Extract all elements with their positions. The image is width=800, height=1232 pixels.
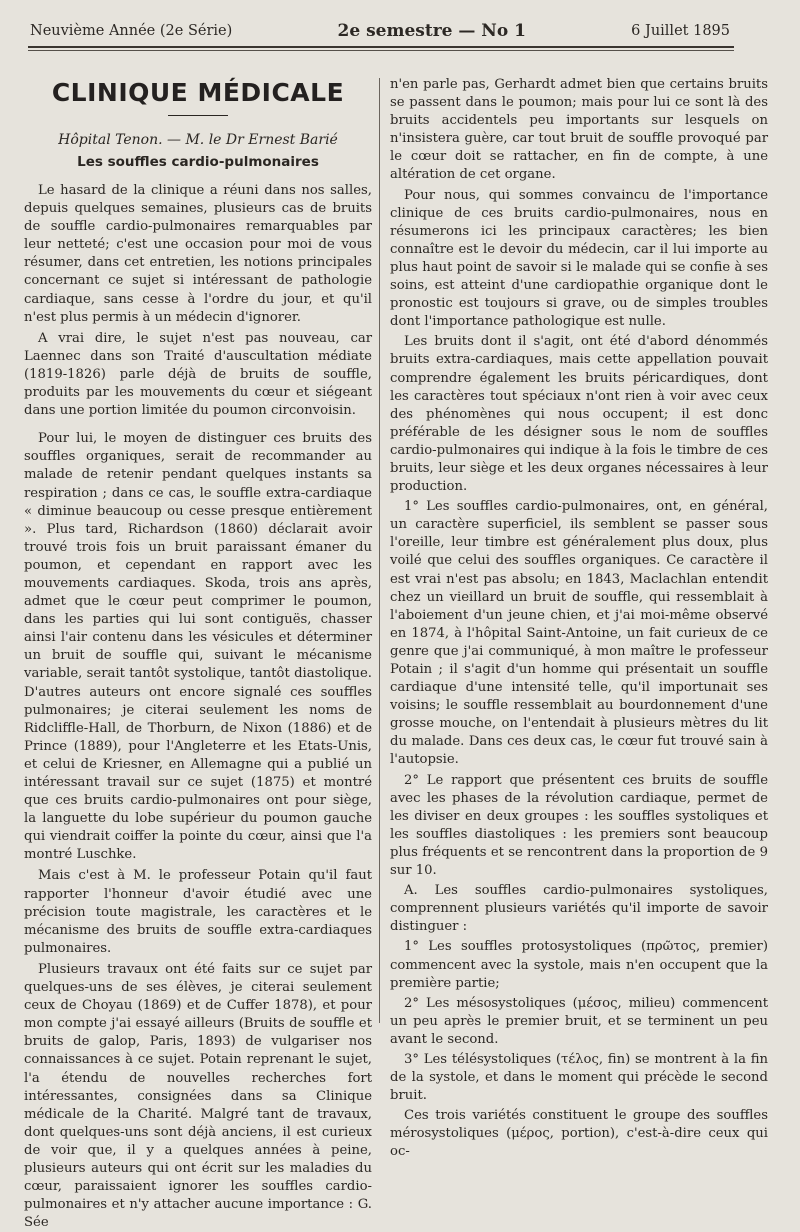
right-column: [390, 76, 768, 1162]
title-underline: [168, 115, 228, 116]
paragraph: Plusieurs travaux ont été faits sur ce sujet par quelques-uns de ses élèves, je citerai seulement ceux de Choyau (1869) et de Cuffer 1878), et pour mon compte j'ai essayé ailleurs (Bruits de souffle et bruits de galop, Paris, 1893) de vulgariser nos connaissances à ce sujet. Potain reprenant le sujet, l'a étendu de nouvelles recherches fort intéressantes, consignées dans sa Clinique médicale de la Charité. Malgré tant de travaux, dont quelques-uns sont déjà anciens, il est curieux de voir que, il y a quelques années à peine, plusieurs auteurs qui ont écrit sur les maladies du cœur, paraissaient ignorer les souffles cardio-pulmonaires et n'y attacher aucune importance : G. Sée: [24, 961, 372, 1231]
paragraph: n'en parle pas, Gerhardt admet bien que certains bruits se passent dans le poumon; mais pour lui ce sont là des bruits accidentels peu importants sur lesquels on n'insistera guère, car tout bruit de souffle provoqué par le cœur doit se rattacher, en fin de compte, à une altération de cet organe.: [390, 77, 768, 183]
paragraph: 3° Les télésystoliques (τέλος, fin) se montrent à la fin de la systole, et dans le moment qui précède le second bruit.: [390, 1051, 768, 1104]
hospital-line: Hôpital Tenon. — M. le Dr Ernest Barié: [58, 132, 338, 148]
header-rule-thin: [28, 50, 734, 51]
article-subtitle: Les souffles cardio-pulmonaires: [77, 154, 319, 170]
paragraph: Le hasard de la clinique a réuni dans nos salles, depuis quelques semaines, plusieurs cas de bruits de souffle cardio-pulmonaires remarquables par leur netteté; c'est une occasion pour moi de vous résumer, dans cet entretien, les notions principales concernant ce sujet si intéressant de pathologie cardiaque, sans cesse à l'ordre du jour, et qu'il n'est plus permis à un médecin d'ignorer.: [24, 183, 372, 325]
paragraph: 1° Les souffles cardio-pulmonaires, ont, en général, un caractère superficiel, ils semblent se passer sous l'oreille, leur timbre est généralement plus doux, plus voilé que celui des souffles organiques. Ce caractère il est vrai n'est pas absolu; en 1843, Maclachlan entendit chez un vieillard un bruit de souffle, qui ressemblait à l'aboiement d'un jeune chien, et j'ai moi-même observé en 1874, à l'hôpital Saint-Antoine, un fait curieux de ce genre que j'ai communiqué, à mon maître le professeur Potain ; il s'agit d'un homme qui présentait un souffle cardiaque d'une intensité telle, qu'il importunait ses voisins; le souffle ressemblait au bourdonnement d'une grosse mouche, on l'entendait à plusieurs mètres du lit du malade. Dans ces deux cas, le cœur fut trouvé sain à l'autopsie.: [390, 499, 768, 768]
paragraph: 2° Le rapport que présentent ces bruits de souffle avec les phases de la révolution cardiaque, permet de les diviser en deux groupes : les souffles systoliques et les souffles diastoliques : les premiers sont beaucoup plus fréquents et se rencontrent dans la proportion de 9 sur 10.: [390, 772, 768, 879]
header-date: 6 Juillet 1895: [631, 23, 730, 39]
paragraph: Mais c'est à M. le professeur Potain qu'il faut rapporter l'honneur d'avoir étudié avec une précision toute magistrale, les caractères et le mécanisme des bruits de souffle extra-cardiaques pulmonaires.: [24, 868, 372, 956]
paragraph: A vrai dire, le sujet n'est pas nouveau, car Laennec dans son Traité d'auscultation médiate (1819-1826) parle déjà de bruits de souffle, produits par les mouvements du cœur et siégeant dans une portion limitée du poumon circonvoisin.: [24, 330, 372, 419]
paragraph: Ces trois variétés constituent le groupe des souffles mérosystoliques (μέρος, portion), c'est-à-dire ceux qui oc-: [390, 1108, 768, 1160]
article-title: CLINIQUE MÉDICALE: [51, 78, 345, 107]
paragraph: 1° Les souffles protosystoliques (πρῶτος, premier) commencent avec la systole, mais n'en occupent que la première partie;: [390, 939, 768, 991]
left-column: [24, 76, 372, 1232]
header-volume: Neuvième Année (2e Série): [30, 23, 233, 39]
paragraph: Pour lui, le moyen de distinguer ces bruits des souffles organiques, serait de recommander au malade de retenir pendant quelques instants sa respiration ; dans ce cas, le souffle extra-cardiaque « diminue beaucoup ou cesse presque entièrement ». Plus tard, Richardson (1860) déclarait avoir trouvé trois fois un bruit paraissant émaner du poumon, et cependant en rapport avec les mouvements cardiaques. Skoda, trois ans après, admet que le cœur peut comprimer le poumon, dans les parties qui lui sont contiguës, chasser ainsi l'air contenu dans les vésicules et déterminer un bruit de souffle qui, suivant le mécanisme variable, serait tantôt systolique, tantôt diastolique. D'autres auteurs ont encore signalé ces souffles pulmonaires; je citerai seulement les noms de Ridcliffle-Hall, de Thorburn, de Nixon (1886) et de Prince (1889), pour l'Angleterre et les Etats-Unis, et celui de Kriesner, en Allemagne qui a publié un intéressant travail sur ce sujet (1875) et montré que ces bruits cardio-pulmonaires ont pour siège, la languette du lobe supérieur du poumon gauche qui viendrait coiffer la pointe du cœur, ainsi que l'a montré Luschke.: [24, 431, 372, 863]
column-divider: [379, 78, 380, 1023]
paragraph: A. Les souffles cardio-pulmonaires systoliques, comprennent plusieurs variétés qu'il importe de savoir distinguer :: [390, 883, 768, 935]
paragraph: Les bruits dont il s'agit, ont été d'abord dénommés bruits extra-cardiaques, mais cette appellation pouvait comprendre également les bruits péricardiques, dont les caractères tout spéciaux n'ont rien à voir avec ceux des phénomènes qui nous occupent; il est donc préférable de les désigner sous le nom de souffles cardio-pulmonaires qui indique à la fois le timbre de ces bruits, leur siège et les deux organes nécessaires à leur production.: [390, 334, 768, 495]
paragraph: Pour nous, qui sommes convaincu de l'importance clinique de ces bruits cardio-pulmonaires, nous en résumerons ici les principaux caractères; les bien connaître est le devoir du médecin, car il lui importe au plus haut point de savoir si le malade qui se confie à ses soins, est atteint d'une cardiopathie organique dont le pronostic est toujours si grave, ou de simples troubles dont l'importance pathologique est nulle.: [390, 187, 768, 330]
header-rule: [28, 46, 734, 48]
paragraph: 2° Les mésosystoliques (μέσος, milieu) commencent un peu après le premier bruit, et se terminent un peu avant le second.: [390, 995, 768, 1047]
page-header: [30, 18, 730, 44]
header-issue: 2e semestre — No 1: [337, 21, 526, 41]
